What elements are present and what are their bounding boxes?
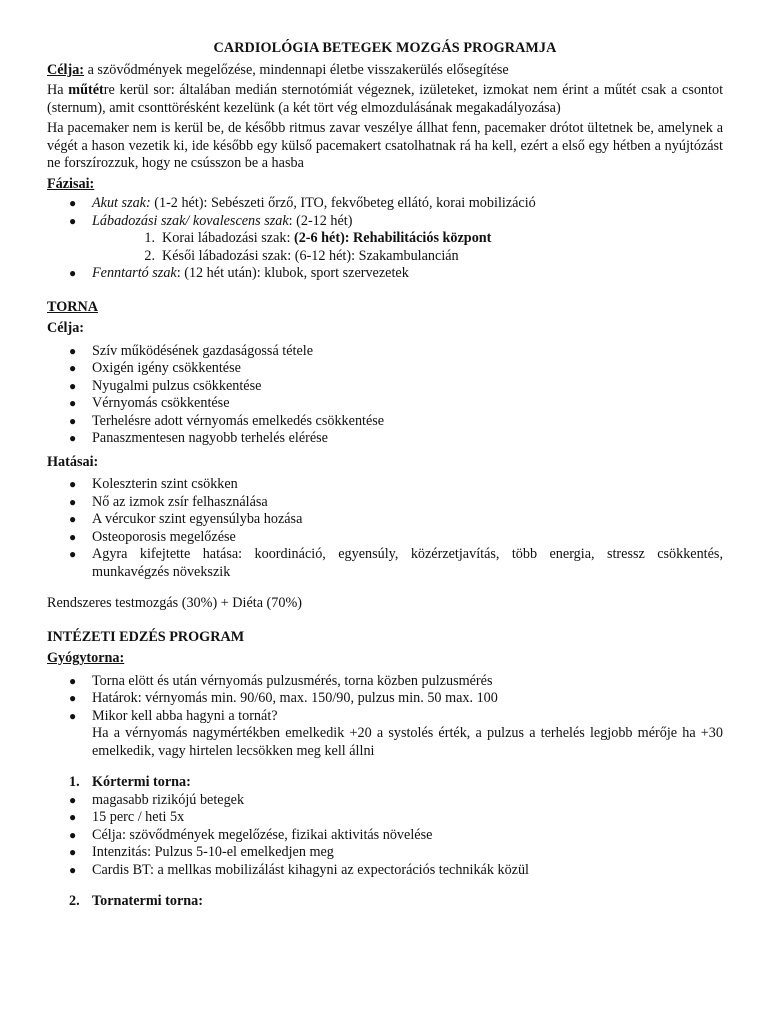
bullet-icon: ●	[69, 512, 77, 526]
mutet-bold: műtét	[68, 82, 104, 98]
list-item	[47, 265, 723, 283]
gyogytorna-label: Gyógytorna:	[47, 650, 125, 666]
pacemaker-paragraph: Ha pacemaker nem is kerül be, de később ritmus zavar veszélye állhat fenn, pacemaker drótot ültetnek be, amelynek a végét a hason vezetik ki, ide később egy külső pacemakert csatolhatnak rá ha kell, ezért a első egy hétben a nyújtózást ne forszírozzuk, hogy ne csússzon be a hasba	[47, 120, 723, 171]
list-item-text: Határok: vérnyomás min. 90/60, max. 150/90, pulzus min. 50 max. 100	[92, 690, 498, 706]
list-item	[47, 395, 723, 413]
bullet-icon: ●	[69, 266, 77, 280]
list-item	[47, 809, 723, 827]
korterem-heading	[47, 774, 723, 792]
list-item-text: 15 perc / heti 5x	[92, 809, 185, 825]
intezeti-heading: INTÉZETI EDZÉS PROGRAM	[47, 628, 245, 645]
bullet-icon: ●	[69, 529, 77, 544]
torna-hatasai-list	[47, 476, 723, 581]
bullet-icon: ●	[69, 691, 77, 705]
sublist-number: 2.	[144, 247, 155, 264]
bullet-icon: ●	[69, 673, 77, 688]
sublist-item	[92, 230, 723, 248]
list-item-continuation: Ha a vérnyomás nagymértékben emelkedik +20 a systolés érték, a pulzus a terhelés legjobb mérője ha +30 emelkedik, vagy hirtelen lecsökken meg kell állni	[92, 725, 723, 759]
bullet-icon: ●	[69, 810, 77, 824]
fazisai-label: Fázisai:	[47, 175, 95, 192]
bullet-icon: ●	[69, 845, 77, 859]
torna-heading: TORNA	[47, 298, 98, 315]
bullet-icon: ●	[69, 378, 77, 393]
sublist-item	[92, 248, 723, 266]
rendszeres-text: Rendszeres testmozgás (30%) + Diéta (70%)	[47, 595, 303, 611]
mutet-rest: re kerül sor: általában medián sternotómiát végeznek, izületeket, izmokat nem érint a műtét csak a csontot (sternum), amit csonttörésként kezelünk (a két tört vég elmozdulásának megakadályozása)	[47, 82, 724, 116]
bullet-icon: ●	[69, 547, 77, 561]
list-item	[47, 792, 723, 810]
tornaterem-heading	[47, 893, 723, 911]
lab-label: Lábadozási szak/ kovalescens szak	[92, 212, 289, 229]
bullet-icon: ●	[69, 477, 77, 491]
lab-sublist	[92, 230, 723, 265]
list-item-text: Agyra kifejtette hatása: koordináció, egyensúly, közérzetjavítás, több energia, stressz csökkentés, munkavégzés növekszik	[92, 546, 723, 580]
bullet-icon: ●	[69, 196, 77, 210]
bullet-icon: ●	[69, 343, 77, 358]
list-item	[47, 673, 723, 691]
list-item-text: Panaszmentesen nagyobb terhelés elérése	[92, 430, 328, 446]
list-item-text: Terhelésre adott vérnyomás emelkedés csökkentése	[92, 412, 385, 429]
list-item	[47, 430, 723, 448]
sub1-bold: (2-6 hét): Rehabilitációs központ	[293, 230, 492, 246]
list-item-text: Torna elött és után vérnyomás pulzusmérés, torna közben pulzusmérés	[92, 672, 493, 689]
list-item	[47, 476, 723, 494]
sub1-text: Korai lábadozási szak:	[162, 230, 294, 246]
bullet-icon: ●	[69, 396, 77, 410]
celja-paragraph	[47, 62, 723, 80]
list-item	[47, 413, 723, 431]
korterem-number: 1.	[69, 774, 80, 790]
bullet-icon: ●	[69, 792, 77, 807]
akut-label: Akut szak:	[92, 195, 151, 211]
tornaterem-number: 2.	[69, 893, 80, 909]
list-item	[47, 546, 723, 581]
list-item	[47, 378, 723, 396]
torna-celja-label: Célja:	[47, 320, 85, 336]
list-item	[47, 827, 723, 845]
list-item	[47, 529, 723, 547]
list-item-text: Koleszterin szint csökken	[92, 476, 238, 492]
list-item-text: Oxigén igény csökkentése	[92, 360, 241, 376]
bullet-icon: ●	[69, 494, 77, 509]
sub2-text: Késői lábadozási szak: (6-12 hét): Szakambulancián	[162, 247, 459, 264]
mutet-paragraph	[47, 82, 723, 117]
list-item-text: Mikor kell abba hagyni a tornát?	[92, 707, 278, 724]
fazisai-list	[47, 195, 723, 283]
list-item-text: Osteoporosis megelőzése	[92, 528, 236, 545]
list-item	[47, 844, 723, 862]
list-item-text: magasabb rizikójú betegek	[92, 791, 245, 808]
sublist-number: 1.	[144, 230, 155, 246]
document-page	[47, 40, 723, 911]
list-item	[47, 343, 723, 361]
list-item-text: Célja: szövődmények megelőzése, fizikai aktivitás növelése	[92, 826, 433, 843]
list-item-text: Nyugalmi pulzus csökkentése	[92, 377, 262, 394]
list-item-text: Nő az izmok zsír felhasználása	[92, 493, 268, 510]
bullet-icon: ●	[69, 413, 77, 428]
list-item-text: Cardis BT: a mellkas mobilizálást kihagyni az expectorációs technikák közül	[92, 861, 529, 878]
list-item	[47, 494, 723, 512]
bullet-icon: ●	[69, 361, 77, 375]
fenn-text: : (12 hét után): klubok, sport szervezetek	[176, 265, 409, 281]
celja-text: a szövődmények megelőzése, mindennapi életbe visszakerülés elősegítése	[84, 61, 509, 78]
list-item	[47, 195, 723, 213]
korterem-list	[47, 792, 723, 880]
list-item	[47, 360, 723, 378]
gyogytorna-list	[47, 673, 723, 761]
list-item	[47, 213, 723, 266]
fenn-label: Fenntartó szak	[92, 265, 177, 281]
celja-label: Célja:	[47, 61, 85, 78]
bullet-icon: ●	[69, 708, 77, 723]
torna-hatasai-label: Hatásai:	[47, 453, 99, 470]
list-item-text: Intenzitás: Pulzus 5-10-el emelkedjen meg	[92, 844, 334, 860]
mutet-pre: Ha	[47, 82, 69, 98]
bullet-icon: ●	[69, 213, 77, 228]
list-item-text: A vércukor szint egyensúlyba hozása	[92, 511, 303, 527]
document-title: CARDIOLÓGIA BETEGEK MOZGÁS PROGRAMJA	[213, 40, 557, 56]
list-item	[47, 511, 723, 529]
list-item	[47, 690, 723, 708]
bullet-icon: ●	[69, 431, 77, 445]
akut-text: (1-2 hét): Sebészeti őrző, ITO, fekvőbeteg ellátó, korai mobilizáció	[150, 195, 536, 211]
bullet-icon: ●	[69, 827, 77, 842]
lab-text: : (2-12 hét)	[288, 212, 353, 229]
torna-celja-list	[47, 343, 723, 448]
list-item	[47, 708, 723, 761]
list-item-text: Vérnyomás csökkentése	[92, 395, 230, 411]
list-item-text: Szív működésének gazdaságossá tétele	[92, 342, 314, 359]
tornaterem-label: Tornatermi torna:	[92, 893, 203, 909]
bullet-icon: ●	[69, 862, 77, 877]
list-item	[47, 862, 723, 880]
korterem-label: Kórtermi torna:	[92, 774, 191, 790]
